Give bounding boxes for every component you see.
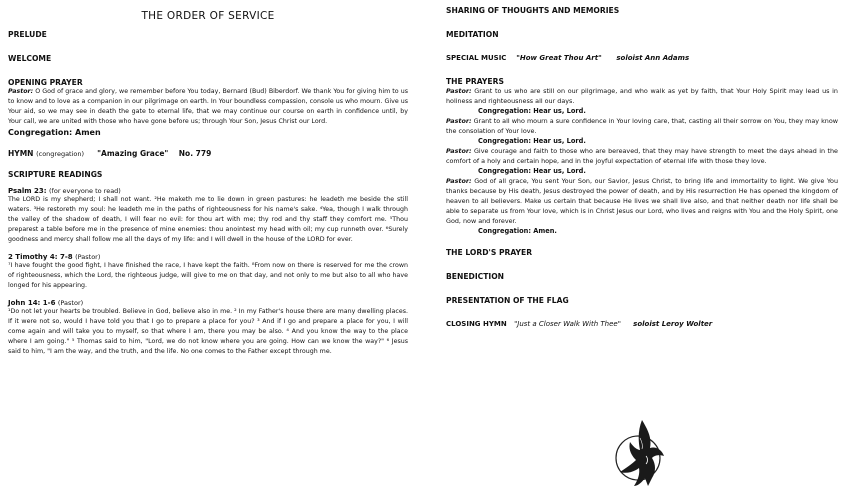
reading-note: (for everyone to read) (49, 187, 121, 195)
scripture-heading: SCRIPTURE READINGS (8, 170, 103, 179)
reading-title-john (8, 299, 408, 307)
special-music-line (446, 54, 838, 62)
benediction-heading: BENEDICTION (446, 272, 505, 281)
reading-text-psalm: The LORD is my shepherd; I shall not want. ²He maketh me to lie down in green pastures: he leadeth me beside the still waters. ³He restoreth my soul: he leadeth me in the paths of righteousness for his name's sake. ⁴Yea, though I walk through the valley of the shadow of death, I will fear no evil: for thou art with me; thy rod and thy staff they comfort me. ⁵Thou preparest a table before me in the presence of mine enemies: thou anointest my head with oil; my cup runneth over. ⁶Surely goodness and mercy shall follow me all the days of my life: and I will dwell in the house of the LORD for ever. (8, 196, 408, 243)
prayer-pastor-label: Pastor: (446, 117, 472, 125)
page-title: THE ORDER OF SERVICE (141, 10, 275, 22)
left-column (8, 6, 408, 357)
reading-ref: Psalm 23: (8, 187, 47, 195)
closing-hymn-soloist: soloist Leroy Wolter (633, 320, 713, 328)
opening-prayer-pastor-label: Pastor: (8, 88, 34, 95)
reading-text-john: ¹Do not let your hearts be troubled. Believe in God, believe also in me. ² In my Father's house there are many dwelling places. If it were not so, would I have told you that I go to prepare a place for you? ³ And if I go and prepare a place for you, I will come again and will take you to myself, so that where I am, there you may be also. ⁴ And you know the way to the place where I am going." ⁵ Thomas said to him, "Lord, we do not know where you are going. How can we know the way?" ⁶ Jesus said to him, "I am the way, and the truth, and the life. No one comes to the Father except through me. (8, 308, 408, 355)
opening-prayer-body: O God of grace and glory, we remember before You today, Bernard (Bud) Biberdorf. We thank You for giving him to us to know and to love as a companion in our pilgrimage on earth. In Your boundless compassion, console us who mourn. Give us Your aid, so we may see in death the gate to eternal life, that we may continue our course on earth in confidence until, by Your call, we are united with those who have gone before us; through Your Son, Jesus Christ our Lord. (8, 88, 408, 125)
meditation-heading: MEDITATION (446, 30, 499, 39)
prayer-response: Congregation: Amen. (478, 227, 557, 235)
prayer-text: Give courage and faith to those who are bereaved, that they may have strength to meet the days ahead in the comfort of a holy and certain hope, and in the joyful expectation of eternal life with those they love. (446, 147, 838, 165)
prayers-heading: THE PRAYERS (446, 77, 504, 86)
reading-note: (Pastor) (75, 253, 101, 261)
closing-hymn-line (446, 320, 838, 328)
prayer-response: Congregation: Hear us, Lord. (478, 167, 586, 175)
special-music-soloist: soloist Ann Adams (616, 54, 690, 62)
hymn-label: HYMN (8, 149, 34, 158)
opening-prayer-text (8, 87, 408, 127)
right-column (446, 6, 838, 328)
prayer-pastor-label: Pastor: (446, 147, 472, 155)
welcome-heading: WELCOME (8, 54, 52, 63)
reading-ref: 2 Timothy 4: 7-8 (8, 253, 73, 261)
prayer-response: Congregation: Hear us, Lord. (478, 137, 586, 145)
prayer-text: Grant to all who mourn a sure confidence in Your loving care, that, casting all their sorrow on You, they may know the consolation of Your love. (446, 117, 838, 135)
closing-hymn-label: CLOSING HYMN (446, 320, 507, 328)
hymn-line (8, 149, 408, 158)
reading-note: (Pastor) (57, 299, 84, 307)
flag-heading: PRESENTATION OF THE FLAG (446, 296, 569, 305)
hymn-title: "Amazing Grace" (97, 149, 169, 158)
hymn-number: No. 779 (178, 149, 212, 158)
prayer-response: Congregation: Hear us, Lord. (478, 107, 586, 115)
opening-prayer-congregation: Congregation: Amen (8, 128, 101, 137)
sharing-heading: SHARING OF THOUGHTS AND MEMORIES (446, 6, 620, 15)
prayer-petition (446, 146, 838, 166)
prayer-petition (446, 116, 838, 136)
closing-hymn-title: "Just a Closer Walk With Thee" (514, 320, 621, 328)
prelude-heading: PRELUDE (8, 30, 47, 39)
prayer-pastor-label: Pastor: (446, 87, 472, 95)
reading-title-timothy (8, 253, 408, 261)
prayer-text: God of all grace, You sent Your Son, our Savior, Jesus Christ, to bring life and immortality to light. We give You thanks because by His death, Jesus destroyed the power of death, and by His resurrection He has opened the kingdom of heaven to all believers. Make us certain that because He lives we shall live also, and that neither death nor life shall be able to separate us from Your love, which is in Christ Jesus our Lord, who lives and reigns with You and the Holy Spirit, one God, now and forever. (446, 177, 838, 225)
lords-prayer-heading: THE LORD'S PRAYER (446, 248, 533, 257)
prayer-pastor-label: Pastor: (446, 177, 472, 185)
hymn-note: (congregation) (36, 150, 85, 158)
special-music-label: SPECIAL MUSIC (446, 54, 507, 62)
reading-text-timothy: ⁷I have fought the good fight, I have finished the race, I have kept the faith. ⁸From now on there is reserved for me the crown of righteousness, which the Lord, the righteous judge, will give to me on that day, and not only to me but also to all who have longed for his appearing. (8, 262, 408, 289)
reading-ref: John 14: 1-6 (8, 299, 56, 307)
prayer-petition (446, 86, 838, 106)
prayer-text: Grant to us who are still on our pilgrimage, and who walk as yet by faith, that Your Holy Spirit may lead us in holiness and righteousness all our days. (446, 87, 838, 105)
special-music-title: "How Great Thou Art" (516, 54, 602, 62)
reading-title-psalm (8, 187, 408, 195)
prayer-petition (446, 176, 838, 226)
opening-prayer-heading: OPENING PRAYER (8, 78, 83, 87)
eagle-icon (612, 416, 668, 488)
